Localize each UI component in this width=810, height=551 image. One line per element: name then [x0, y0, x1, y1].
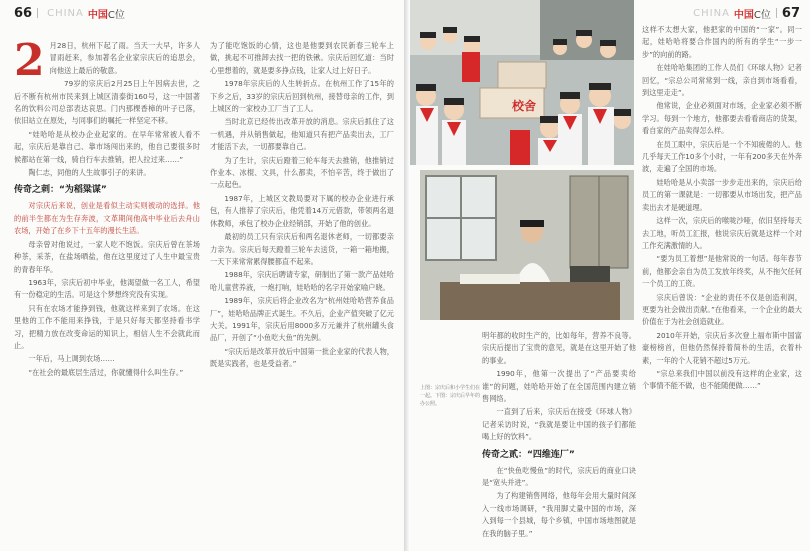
paragraph: 这样不太想大家，他把家的中国的“一家”。同一起，娃哈哈将要合作国内的所有的学生“一步一步”的向前的路。 — [642, 25, 802, 59]
paragraph: 这样一次，宗庆后的喉咙沙哑，依旧坚持每天去工地，听员工汇报，他说宗庆后就是这样一个对工作充满激情的人。 — [642, 216, 802, 250]
paragraph: 最初的员工只有宗庆后和两名退休老师，一切都要亲力亲为。宗庆后每天蹬着三轮车去送货，一箱一箱地搬，一天下来常常累得腰都直不起来。 — [210, 232, 394, 266]
paragraph: 1988年，宗庆后聘请专家，研制出了第一款产品娃哈哈儿童营养液，一炮打响，娃哈哈的名字开始家喻户晓。 — [210, 270, 394, 292]
paragraph: 为了构建销售网络，他每年会用大量时间深入一线市场调研，“我用脚丈量中国的市场，深入到每一个县城，每个乡镇，中国市场地图就是在我的脑子里。” — [482, 491, 636, 538]
paragraph: 只有在农场才能挣到钱，他就这样来到了农场。在这里他的工作不能用来挣钱，于是只好每天都坚持看书学习，把精力放在改变命运的知识上，相信人生不会就此而止。 — [14, 303, 200, 350]
office-photo — [420, 170, 634, 320]
right-column-b — [482, 330, 636, 541]
china-label: 中国 — [733, 9, 754, 21]
paragraph: “在社会的最底层生活过，你就懂得什么叫生存。” — [28, 367, 184, 377]
paragraph: 1990年，他第一次提出了“产品要卖给谁”的问题，娃哈哈开始了在全国范围内建立销售网络。 — [482, 369, 636, 404]
left-column-1 — [14, 35, 200, 380]
paragraph: 在员工眼中，宗庆后是一个不知疲倦的人。他几乎每天工作10多个小时，一年有200多天在外奔波，走遍了全国的市场。 — [642, 139, 802, 174]
paragraph: 明年都的收时生产的，比如每年，营养不良等。宗庆后提出了宝贵的意见，就是在这里开始了他的事业。 — [482, 331, 636, 365]
paragraph: 1963年，宗庆后初中毕业，他渴望做一名工人，希望有一份稳定的生活。可是这个梦想终究没有实现。 — [14, 277, 200, 300]
paragraph: “宗庆后是改革开放后中国第一批企业家的代表人物，既是实践者，也是受益者。” — [210, 346, 394, 369]
drop-cap: 2 — [14, 35, 45, 86]
paragraph: 母亲曾对他说过，一家人吃不饱饭。宗庆后曾在茶场种茶，采茶，在盐场晒盐，他在这里度过了人生中最宝贵的青春年华。 — [14, 239, 200, 274]
paragraph: 2010年开始，宗庆后多次登上福布斯中国富豪榜榜首，但他仍然保持着简朴的生活，衣着朴素，一年的个人花销不超过5万元。 — [642, 330, 802, 365]
section-heading: 传奇之贰：“四维连厂” — [482, 449, 575, 460]
paragraph: 为了能吃饱饭的心情，这也是他要到农民新春三轮车上做，挑起不可推卸去找一把的铁锹。宗庆后回忆道：当时心里想着的，就是要多挣点钱，让家人过上好日子。 — [210, 41, 394, 75]
city-label: C位 — [753, 9, 771, 21]
right-page-number: 67 — [781, 5, 800, 21]
header-divider — [776, 8, 777, 18]
paragraph: 在“快鱼吃慢鱼”的时代，宗庆后的商业口诀是“宽头并进”。 — [482, 465, 636, 488]
office-photo-image — [420, 170, 634, 320]
children-photo-image — [410, 0, 634, 165]
section-label: CHINA — [47, 7, 84, 19]
paragraph: 为了生计，宗庆后蹬着三轮车每天去推销，他推销过作业本、冰棍、文具，什么都卖，不怕辛苦，终于做出了一点起色。 — [210, 155, 394, 190]
paragraph: 1978年宗庆后的人生转折点。在杭州工作了15年的下乡之后，33岁的宗庆后回到杭州，接替母亲的工作，到上城区的一家校办工厂当了工人。 — [210, 79, 394, 114]
right-page-header — [689, 4, 800, 22]
china-label: 中国 — [87, 9, 108, 21]
paragraph: 一直到了后来，宗庆后在接受《环球人物》记者采访时说，“我就是要让中国的孩子们都能喝上好的饮料”。 — [482, 407, 636, 442]
paragraph: 娃哈哈是从小卖部一步步走出来的，宗庆后给员工的第一课就是：一切都要从市场出发，把产品卖出去才是硬道理。 — [642, 177, 802, 212]
paragraph: 一年后，马上调到农场…… — [28, 354, 115, 364]
intro-paragraph: 月28日，杭州下起了雨。当天一大早，许多人冒雨赶来，参加著名企业家宗庆后的追思会，向他送上最后的敬意。 — [49, 41, 200, 75]
paragraph: 79岁的宗庆后2月25日上午因病去世，之后不断有杭州市民来到上城区清泰街160号，这一中国著名的饮料公司总部表达哀思。门内那棵香樟的叶子已落，依旧站立在原处，与同事们的嘱托一样坚定不移。 — [14, 79, 200, 126]
paragraph: “娃哈哈是从校办企业起家的。在早年常常被人看不起，宗庆后是靠自己、靠市场闯出来的，他自己要很多时候都站在第一线，骑自行车去推销，把人拉过来……” — [14, 129, 200, 164]
left-page-header — [14, 4, 125, 22]
section-label: CHINA — [693, 7, 730, 19]
left-column-2 — [210, 40, 394, 372]
paragraph: “宗总来我们中国以前没有这样的企业家，这个事情不能不做，也不能随便做……” — [642, 368, 802, 391]
photo-caption: 上图：宗庆后和小学生们在一起。下图：宗庆后早年的办公照。 — [420, 385, 481, 407]
paragraph: “要为员工着想”是他常说的一句话。每年春节前，他都会亲自为员工发放年终奖，从不拖欠任何一个员工的工资。 — [642, 254, 802, 289]
children-photo — [410, 0, 634, 165]
right-column-a — [642, 24, 802, 394]
paragraph: 宗庆后曾说：“企业的责任不仅是创造利润，更要为社会做出贡献。”在他看来，一个企业的最大价值在于为社会创造就业。 — [642, 292, 802, 327]
left-page — [0, 0, 404, 551]
paragraph: 对宗庆后来说，创业是看似主动实则被动的选择。他的前半生都在为生存奔波，文革期间他高中毕业后去舟山农场，开始了在乡下十五年的漫长生活。 — [14, 201, 200, 236]
paragraph: 陶仁志，同他的人生故事引子的来讲。 — [28, 168, 151, 178]
paragraph: 当时北京已经传出改革开放的消息。宗庆后抓住了这一机遇，并从销售做起，他知道只有把产品卖出去，工厂才能活下去，一切都要靠自己。 — [210, 117, 394, 152]
paragraph: 在娃哈哈集团的工作人员们《环球人物》记者回忆，“宗总公司常常到一线，亲自到市场看看，到这里走走”。 — [642, 63, 802, 98]
paragraph: 1989年，宗庆后将企业改名为“杭州娃哈哈营养食品厂”，娃哈哈品牌正式诞生。不久后，企业产值突破了亿元大关。1991年，宗庆后用8000多万元兼并了杭州罐头食品厂，开创了“小鱼吃大鱼”的先例。 — [210, 296, 394, 343]
section-heading: 传奇之刺：“为稻粱谋” — [14, 185, 107, 196]
header-divider — [37, 8, 38, 18]
paragraph: 他常说，企业必须面对市场，企业家必须不断学习。每到一个地方，他都要去看看商店的货架，看自家的产品卖得怎么样。 — [642, 101, 802, 136]
paragraph: 1987年，上城区文教局要对下属的校办企业进行承包，有人推荐了宗庆后，他凭着14万元借款，带领两名退休教师，承包了校办企业经销部，开始了他的创业。 — [210, 193, 394, 228]
city-label: C位 — [107, 9, 125, 21]
left-page-number: 66 — [14, 5, 33, 21]
svg-text:校舍: 校舍 — [512, 99, 537, 113]
